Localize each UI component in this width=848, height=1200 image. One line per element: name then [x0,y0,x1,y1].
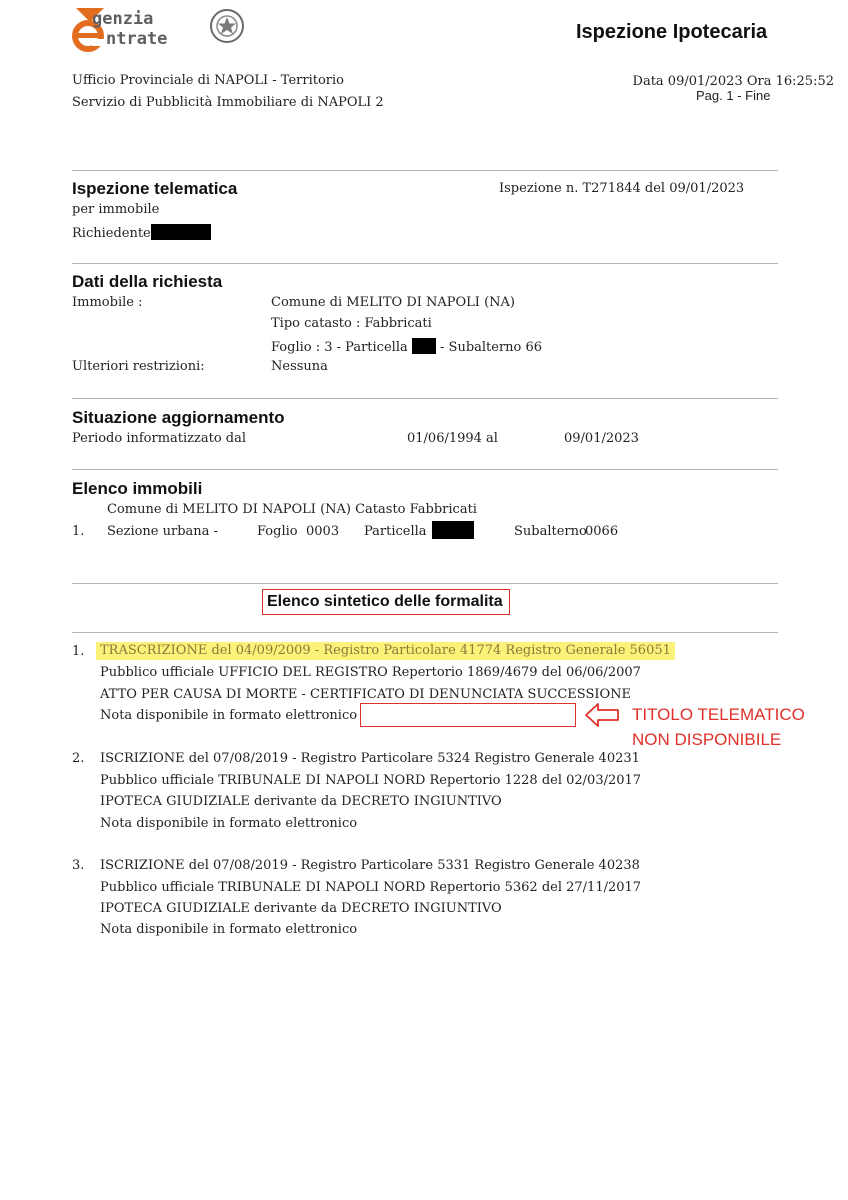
divider-2 [72,263,778,264]
logo-line1: genzia [92,9,154,29]
page-title: Ispezione Ipotecaria [576,21,768,43]
formality-1-official: Pubblico ufficiale UFFICIO DEL REGISTRO Repertorio 1869/4679 del 06/06/2007 [100,665,641,680]
property-label: Immobile : [72,295,143,310]
formalities-heading: Elenco sintetico delle formalita [262,589,510,615]
formality-2-act: IPOTECA GIUDIZIALE derivante da DECRETO INGIUNTIVO [100,794,502,809]
property-sezione: Sezione urbana - [107,524,218,539]
foglio-prefix: Foglio : 3 - Particella [271,340,408,355]
formality-1-title: TRASCRIZIONE del 04/09/2009 - Registro Particolare 41774 Registro Generale 56051 [96,642,675,660]
divider-6 [72,632,778,633]
request-heading: Dati della richiesta [72,272,223,291]
page-line: Pag. 1 - Fine [696,88,771,103]
request-comune: Comune di MELITO DI NAPOLI (NA) [271,295,515,310]
divider-1 [72,170,778,171]
formality-1-num: 1. [72,644,85,659]
requester-row [72,224,211,242]
update-heading: Situazione aggiornamento [72,408,285,427]
redacted-requester [151,224,211,240]
annotation-line-2: NON DISPONIBILE [632,730,782,749]
formality-2-title: ISCRIZIONE del 07/08/2019 - Registro Particolare 5324 Registro Generale 40231 [100,751,640,766]
redacted-particella [412,338,436,354]
office-line-2: Servizio di Pubblicità Immobiliare di NAPOLI 2 [72,95,384,110]
divider-5 [72,583,778,584]
property-subalterno: 0066 [585,524,619,539]
inspection-type: per immobile [72,202,160,217]
formality-1-note: Nota disponibile in formato elettronico [100,708,358,723]
formality-3-act: IPOTECA GIUDIZIALE derivante da DECRETO INGIUNTIVO [100,901,502,916]
formality-1-act: ATTO PER CAUSA DI MORTE - CERTIFICATO DI DENUNCIATA SUCCESSIONE [100,687,632,702]
formality-2-official: Pubblico ufficiale TRIBUNALE DI NAPOLI NORD Repertorio 1228 del 02/03/2017 [100,773,642,788]
date-line: Data 09/01/2023 Ora 16:25:52 [632,74,834,89]
property-foglio: 0003 [306,524,340,539]
property-particella-label: Particella [364,524,427,539]
period-label: Periodo informatizzato dal [72,431,247,446]
agenzia-entrate-logo [70,4,250,52]
properties-comune: Comune di MELITO DI NAPOLI (NA) Catasto Fabbricati [107,502,477,517]
divider-3 [72,398,778,399]
inspection-heading: Ispezione telematica [72,179,238,198]
period-to-label: al [486,431,498,446]
formality-2-num: 2. [72,751,85,766]
formality-3-num: 3. [72,858,85,873]
formality-3-official: Pubblico ufficiale TRIBUNALE DI NAPOLI NORD Repertorio 5362 del 27/11/2017 [100,880,642,895]
restrictions-label: Ulteriori restrizioni: [72,359,205,374]
foglio-suffix: - Subalterno 66 [440,340,543,355]
property-foglio-label: Foglio [257,524,298,539]
request-foglio-row [271,338,542,356]
period-from: 01/06/1994 [407,431,482,446]
arrow-left-icon [584,702,620,728]
formality-3-title: ISCRIZIONE del 07/08/2019 - Registro Particolare 5331 Registro Generale 40238 [100,858,640,873]
missing-title-box [360,703,576,727]
request-catasto: Tipo catasto : Fabbricati [271,316,432,331]
office-line-1: Ufficio Provinciale di NAPOLI - Territorio [72,73,344,88]
emblem-icon [208,6,246,46]
divider-4 [72,469,778,470]
annotation-line-1: TITOLO TELEMATICO [632,705,805,724]
formality-2-note: Nota disponibile in formato elettronico [100,816,358,831]
requester-label: Richiedente [72,226,151,241]
redacted-particella-2 [432,521,474,539]
properties-heading: Elenco immobili [72,479,203,498]
period-to: 09/01/2023 [564,431,639,446]
logo-line2: ntrate [106,29,168,49]
inspection-number: Ispezione n. T271844 del 09/01/2023 [499,181,745,196]
property-subalterno-label: Subalterno [514,524,587,539]
formality-3-note: Nota disponibile in formato elettronico [100,922,358,937]
restrictions-value: Nessuna [271,359,328,374]
property-row-num: 1. [72,524,85,539]
